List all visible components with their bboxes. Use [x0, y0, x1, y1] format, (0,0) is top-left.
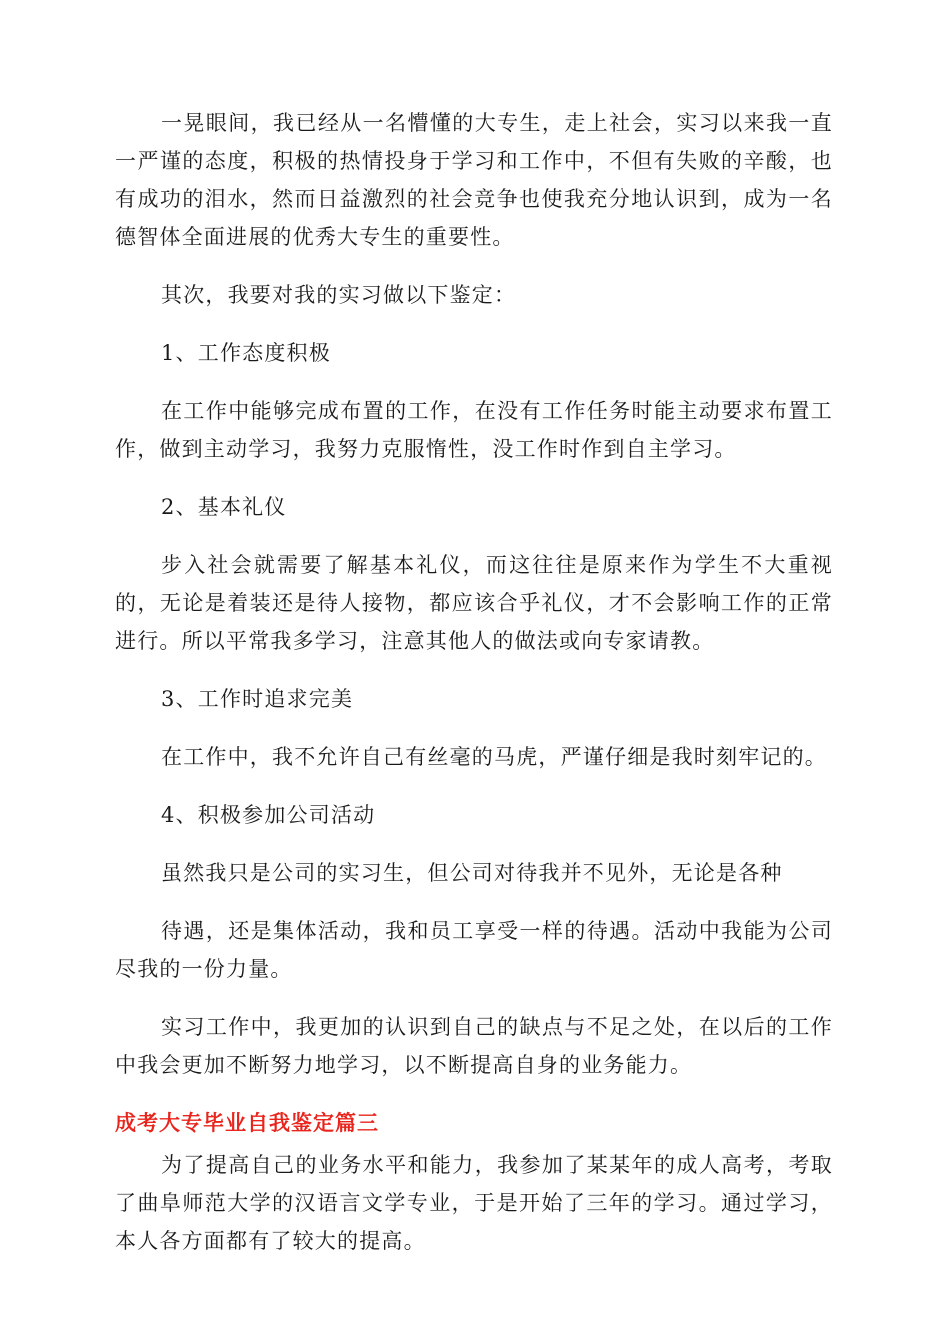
paragraph-work-attitude: 在工作中能够完成布置的工作，在没有工作任务时能主动要求布置工作，做到主动学习，我努力克服惰性，没工作时作到自主学习。: [115, 399, 833, 461]
paragraph-activities-part2: 待遇，还是集体活动，我和员工享受一样的待遇。活动中我能为公司尽我的一份力量。: [115, 919, 833, 981]
list-item-heading-1: 1、工作态度积极: [161, 341, 331, 365]
document-page: [115, 104, 833, 1280]
list-item-heading-3: 3、工作时追求完美: [161, 687, 354, 711]
paragraph-etiquette: 步入社会就需要了解基本礼仪，而这往往是原来作为学生不大重视的，无论是着装还是待人接物，都应该合乎礼仪，才不会影响工作的正常进行。所以平常我多学习，注意其他人的做法或向专家请教。: [115, 553, 833, 653]
section-heading: 成考大专毕业自我鉴定篇三: [115, 1111, 379, 1135]
list-item-heading-4: 4、积极参加公司活动: [161, 803, 376, 827]
paragraph-summary-lead: 其次，我要对我的实习做以下鉴定：: [161, 283, 517, 307]
list-item-heading-2: 2、基本礼仪: [161, 495, 287, 519]
paragraph-activities-part1: 虽然我只是公司的实习生，但公司对待我并不见外，无论是各种: [161, 861, 783, 885]
paragraph-perfection: 在工作中，我不允许自己有丝毫的马虎，严谨仔细是我时刻牢记的。: [161, 745, 827, 769]
paragraph-section-three: 为了提高自己的业务水平和能力，我参加了某某年的成人高考，考取了曲阜师范大学的汉语言文学专业，于是开始了三年的学习。通过学习，本人各方面都有了较大的提高。: [115, 1153, 833, 1253]
paragraph-intro: 一晃眼间，我已经从一名懵懂的大专生，走上社会，实习以来我一直一严谨的态度，积极的热情投身于学习和工作中，不但有失败的辛酸，也有成功的泪水，然而日益激烈的社会竞争也使我充分地认识到，成为一名德智体全面进展的优秀大专生的重要性。: [115, 111, 833, 249]
paragraph-conclusion: 实习工作中，我更加的认识到自己的缺点与不足之处，在以后的工作中我会更加不断努力地学习，以不断提高自身的业务能力。: [115, 1015, 833, 1077]
